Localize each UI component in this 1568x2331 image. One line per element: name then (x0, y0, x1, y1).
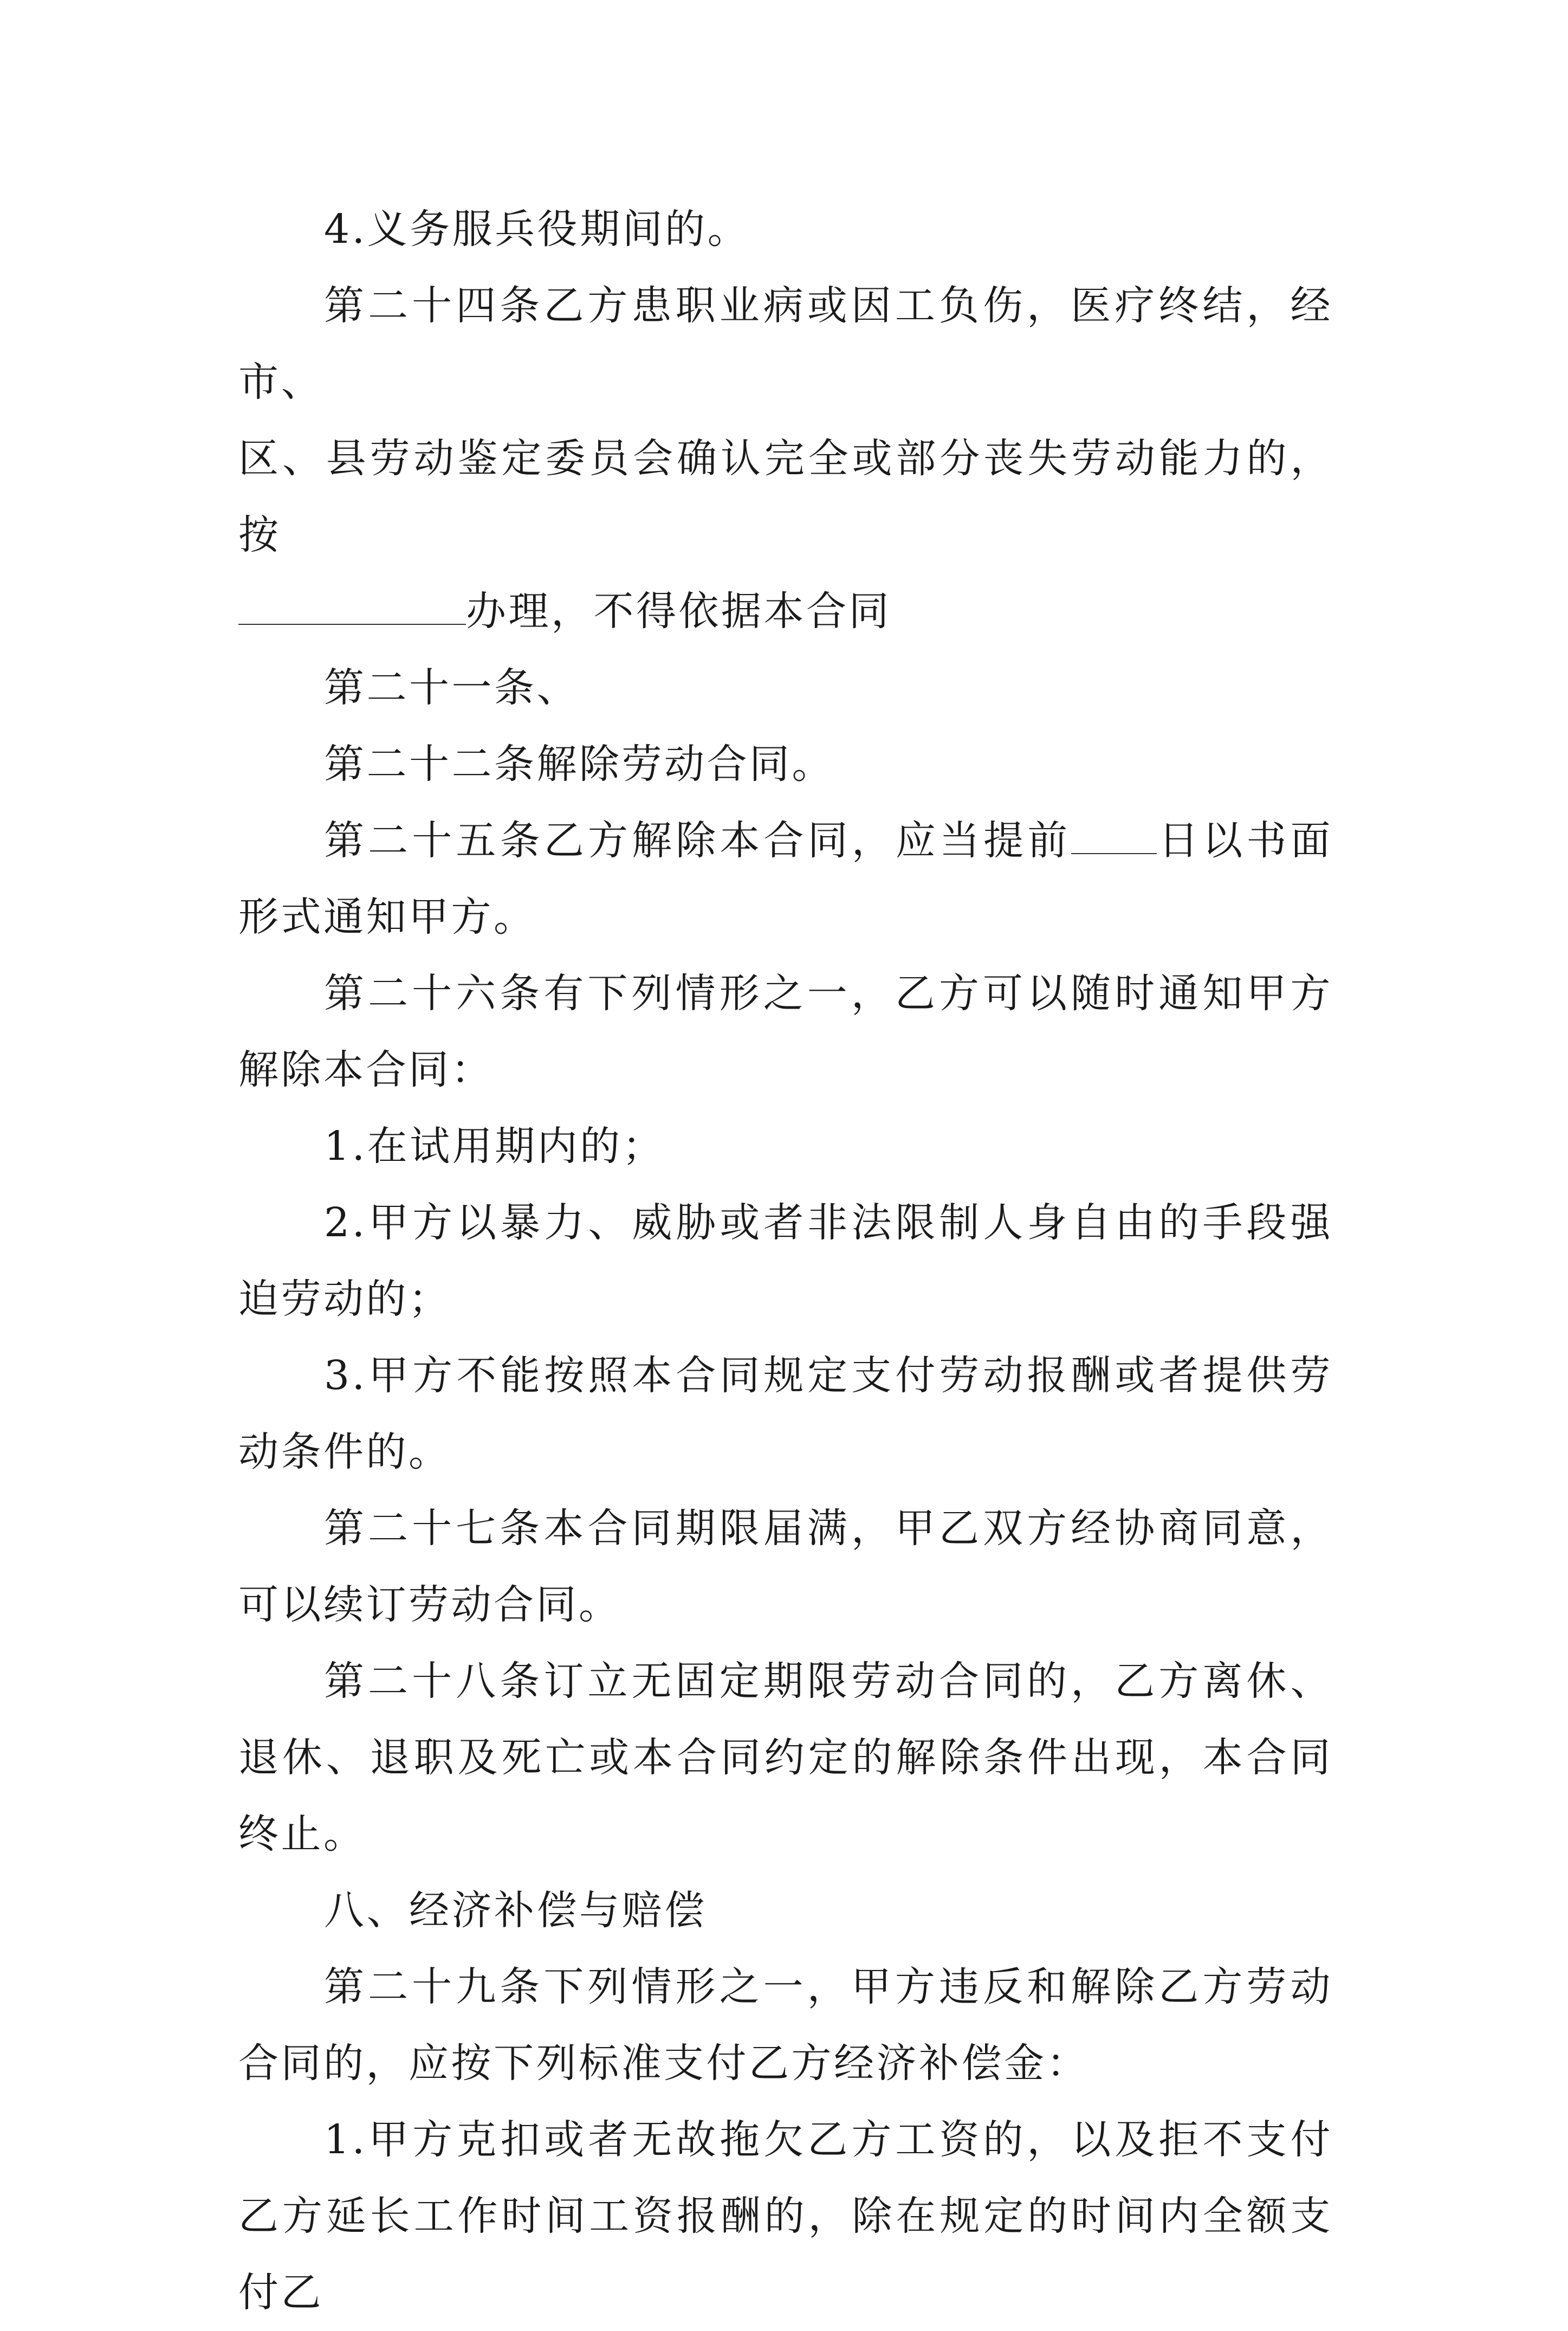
paragraph-article-29: 第二十九条下列情形之一，甲方违反和解除乙方劳动合同的，应按下列标准支付乙方经济补偿金： (238, 1964, 1333, 2087)
article-24-tail: 办理，不得依据本合同 (466, 588, 891, 635)
paragraph-article-22: 第二十二条解除劳动合同。 (324, 741, 834, 787)
article-24-line1: 第二十四条乙方患职业病或因工负伤，医疗终结，经市、 (238, 282, 1333, 405)
document-body (238, 191, 1333, 2331)
paragraph-article-25 (238, 803, 1333, 955)
article-24-line2: 区、县劳动鉴定委员会确认完全或部分丧失劳动能力的，按 (238, 435, 1333, 558)
paragraph-article-24 (238, 268, 1333, 650)
article-25-text: 第二十五条乙方解除本合同，应当提前 (324, 817, 1072, 864)
paragraph-item-2: 2.甲方以暴力、威胁或者非法限制人身自由的手段强迫劳动的； (238, 1199, 1333, 1322)
paragraph-item-4: 4.义务服兵役期间的。 (324, 206, 750, 253)
paragraph-article-21: 第二十一条、 (324, 664, 579, 711)
fill-in-blank[interactable] (1071, 821, 1157, 854)
paragraph-article-26: 第二十六条有下列情形之一，乙方可以随时通知甲方解除本合同： (238, 970, 1333, 1093)
paragraph-article-27: 第二十七条本合同期限届满，甲乙双方经协商同意，可以续订劳动合同。 (238, 1505, 1333, 1628)
article-25-tail: 日以书面形式通知甲方。 (238, 817, 1333, 940)
paragraph-item-3: 3.甲方不能按照本合同规定支付劳动报酬或者提供劳动条件的。 (238, 1352, 1333, 1475)
paragraph-item-1-compensation: 1.甲方克扣或者无故拖欠乙方工资的，以及拒不支付乙方延长工作时间工资报酬的，除在规定的时间内全额支付乙 (238, 2116, 1333, 2316)
fill-in-blank[interactable] (238, 591, 466, 625)
section-heading: 八、经济补偿与赔偿 (324, 1887, 707, 1934)
paragraph-item-1: 1.在试用期内的； (324, 1123, 665, 1170)
paragraph-article-28: 第二十八条订立无固定期限劳动合同的，乙方离休、退休、退职及死亡或本合同约定的解除条件出现，本合同终止。 (238, 1658, 1333, 1857)
